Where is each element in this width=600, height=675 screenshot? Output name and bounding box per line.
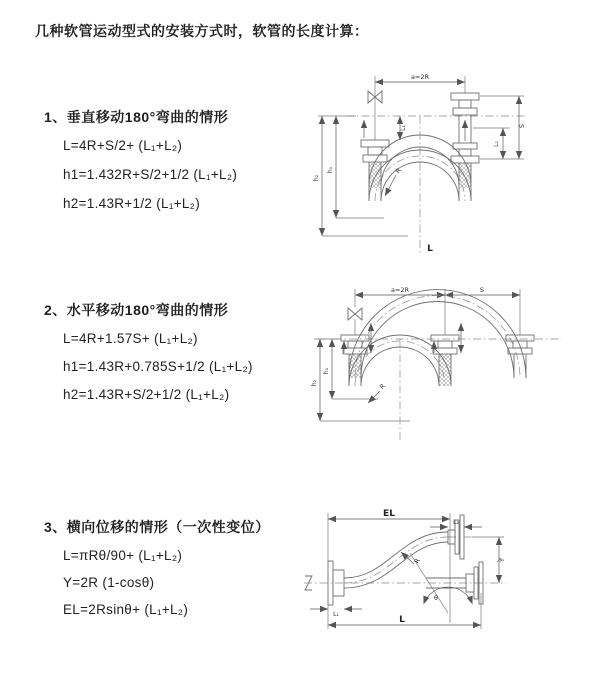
formula-y-3: Y=2R (1-cosθ) [63,575,155,590]
formula-h2-2: h2=1.43R+S/2+1/2 (L₁+L₂) [63,387,230,402]
dim-label-l2: L₂ [493,141,500,147]
pipe-flange-right [506,335,534,354]
pipe-flange-middle [431,335,459,354]
dim-label-h2: h₂ [311,379,318,387]
diagram-horizontal-bend [310,283,570,468]
diagram-vertical-bend [312,68,560,258]
section-2-heading: 2、水平移动180°弯曲的情形 [44,302,229,318]
formula-length-1: L=4R+S/2+ (L₁+L₂) [63,138,183,153]
angle-arc [424,587,473,604]
dim-label-l1: L₁ [333,611,339,618]
dim-label-stroke-s: S [479,286,485,294]
radius-label: R [412,557,422,565]
dim-label-a2r: a=2R [410,73,430,81]
right-pipe-lower-flange [451,143,479,163]
dim-label-el: EL [383,509,395,519]
braided-hose-left [369,162,381,188]
page-title: 几种软管运动型式的安装方式时，软管的长度计算： [35,23,369,39]
formula-h1-1: h1=1.432R+S/2+1/2 (L₁+L₂) [63,167,238,182]
dim-label-l: L [399,615,405,625]
diagram-lateral-displacement [298,503,583,648]
hose-centerline-arc-2 [355,296,520,379]
dim-label-stroke-s: S [518,123,526,129]
dim-label-y: Y [498,558,506,562]
radius-label: R [393,166,403,176]
angle-label: θ [434,594,438,602]
dim-label-l2: L₂ [453,519,459,526]
right-pipe-upper-flange [451,93,479,115]
braided-hose-right [459,163,471,188]
dim-label-a2r: a=2R [390,286,410,294]
section-3-heading: 3、横向位移的情形（一次性变位） [44,519,270,535]
formula-length-3: L=πRθ/90+ (L₁+L₂) [63,548,183,563]
pipe-flange-left [341,335,369,354]
valve-icon [348,308,362,320]
formula-el-3: EL=2Rsinθ+ (L₁+L₂) [63,602,189,617]
formula-length-2: L=4R+1.57S+ (L₁+L₂) [63,331,198,346]
dim-label-h1: h₁ [327,166,334,174]
length-label: L [427,244,433,254]
dim-label-h2: h₂ [313,174,320,182]
radius-label: R [378,382,388,392]
dim-label-l1: L₁ [400,125,407,131]
left-pipe-flange [361,140,389,162]
dim-label-h1: h₁ [323,367,330,375]
section-1-heading: 1、垂直移动180°弯曲的情形 [44,109,229,125]
formula-h2-1: h2=1.43R+1/2 (L₁+L₂) [63,196,201,211]
hose-u-bends [349,290,526,386]
formula-h1-2: h1=1.43R+0.785S+1/2 (L₁+L₂) [63,359,253,374]
